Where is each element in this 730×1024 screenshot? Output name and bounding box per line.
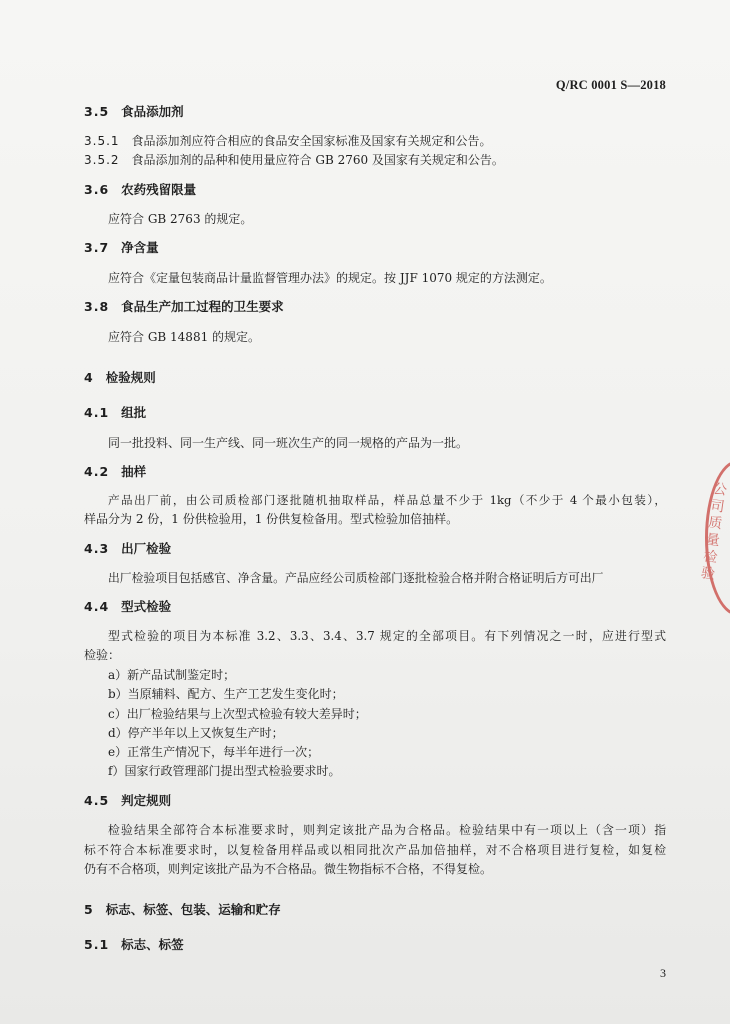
standard-code: Q/RC 0001 S—2018: [555, 78, 666, 92]
heading-4-2: 4.2 抽样: [84, 464, 147, 479]
heading-4-5: 4.5 判定规则: [84, 793, 172, 808]
list-item: c）出厂检验结果与上次型式检验有较大差异时；: [108, 707, 367, 721]
clause-4-4-line2: 检验：: [84, 648, 121, 662]
clause-4-2-line2: 样品分为 2 份，1 份供检验用，1 份供复检备用。型式检验加倍抽样。: [84, 512, 459, 526]
clause-4-5-line3: 仍有不合格项，则判定该批产品为不合格品。微生物指标不合格，不得复检。: [84, 862, 493, 876]
heading-3-6: 3.6 农药残留限量: [84, 182, 197, 197]
page-number: 3: [660, 966, 666, 980]
heading-4-4: 4.4 型式检验: [84, 599, 172, 614]
clause-4-5-line1: 检验结果全部符合本标准要求时，则判定该批产品为合格品。检验结果中有一项以上（含一项）指: [108, 823, 666, 837]
red-seal-stamp: [699, 460, 730, 616]
list-item: b）当原辅料、配方、生产工艺发生变化时；: [108, 687, 344, 701]
list-item: d）停产半年以上又恢复生产时；: [108, 726, 284, 740]
heading-3-7: 3.7 净含量: [84, 240, 159, 255]
clause-4-2-line1: 产品出厂前，由公司质检部门逐批随机抽取样品，样品总量不少于 1kg（不少于 4 个最小包装），: [108, 493, 666, 507]
clause-3-6-text: 应符合 GB 2763 的规定。: [108, 212, 253, 226]
heading-5-1: 5.1 标志、标签: [84, 937, 184, 952]
clause-3-5-1: 3.5.1 食品添加剂应符合相应的食品安全国家标准及国家有关规定和公告。: [84, 134, 492, 148]
heading-3-5: 3.5 食品添加剂: [84, 104, 184, 119]
clause-3-8-text: 应符合 GB 14881 的规定。: [108, 330, 261, 344]
list-item: e）正常生产情况下，每半年进行一次；: [108, 745, 320, 759]
stamp-text: 公司质量检验: [699, 481, 728, 583]
clause-4-4-line1: 型式检验的项目为本标准 3.2、3.3、3.4、3.7 规定的全部项目。有下列情况之一时，应进行型式: [108, 629, 666, 643]
heading-5: 5 标志、标签、包装、运输和贮存: [84, 902, 281, 917]
heading-4-1: 4.1 组批: [84, 405, 147, 420]
clause-3-5-2: 3.5.2 食品添加剂的品种和使用量应符合 GB 2760 及国家有关规定和公告。: [84, 153, 504, 167]
list-item: a）新产品试制鉴定时；: [108, 668, 236, 682]
heading-3-8: 3.8 食品生产加工过程的卫生要求: [84, 299, 284, 314]
heading-4: 4 检验规则: [84, 370, 156, 385]
clause-4-3-text: 出厂检验项目包括感官、净含量。产品应经公司质检部门逐批检验合格并附合格证明后方可出厂: [108, 571, 604, 585]
clause-4-1-text: 同一批投料、同一生产线、同一班次生产的同一规格的产品为一批。: [108, 436, 469, 450]
clause-3-7-text: 应符合《定量包装商品计量监督管理办法》的规定。按 JJF 1070 规定的方法测定。: [108, 271, 552, 285]
clause-4-5-line2: 标不符合本标准要求时，以复检备用样品或以相同批次产品加倍抽样，对不合格项目进行复检，如复检: [84, 843, 666, 857]
list-item: f）国家行政管理部门提出型式检验要求时。: [108, 764, 341, 778]
heading-4-3: 4.3 出厂检验: [84, 541, 172, 556]
